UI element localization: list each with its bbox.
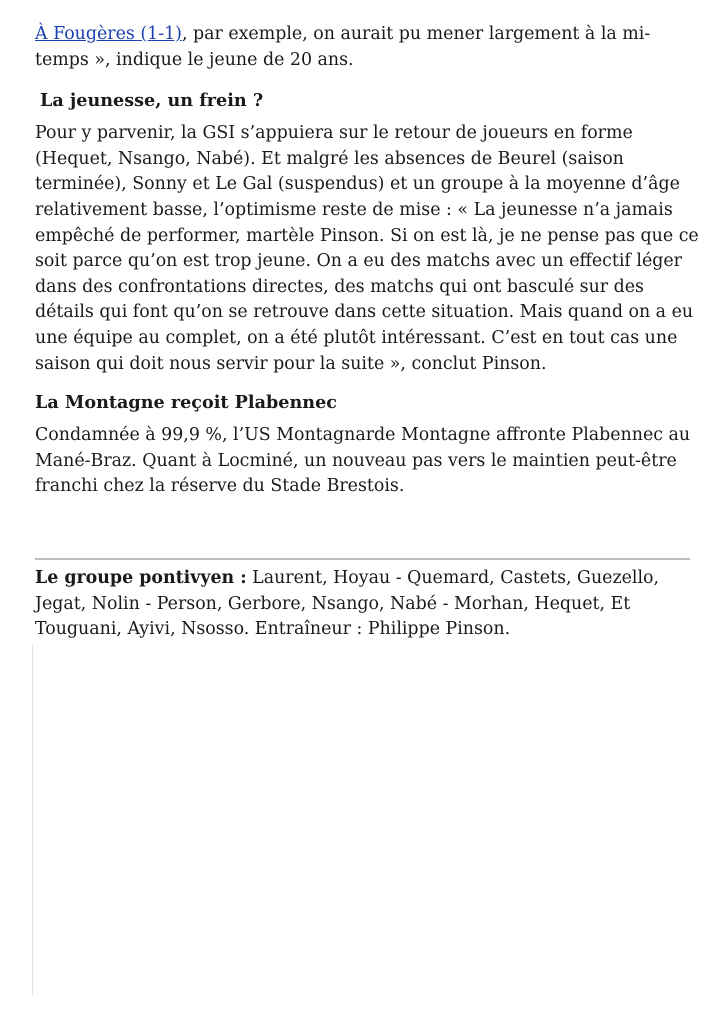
section-montagne-body: Condamnée à 99,9 %, l’US Montagnarde Montagne affronte Plabennec au Mané-Braz. Quant à Locminé, un nouveau pas vers le maintien peut-être franchi chez la réserve du Stade Brestois. (35, 425, 691, 497)
margin-rule (32, 645, 33, 995)
intro-text: , par exemple, on aurait pu mener largement à la mi-temps », indique le jeune de 20 ans. (35, 24, 651, 70)
roster-paragraph (35, 566, 700, 643)
intro-paragraph (35, 22, 700, 73)
section-jeunesse (35, 89, 700, 377)
article-body (35, 22, 700, 514)
roster-label: Le groupe pontivyen : (35, 568, 247, 588)
roster-box (35, 566, 700, 643)
section-jeunesse-heading: La jeunesse, un frein ? (40, 90, 264, 112)
roster-list: Laurent, Hoyau - Quemard, Castets, Guezello, Jegat, Nolin - Person, Gerbore, Nsango, Nabé - Morhan, Hequet, Et Touguani, Ayivi, Nsosso. Entraîneur : Philippe Pinson. (35, 568, 660, 640)
fougeres-link[interactable]: À Fougères (1-1) (35, 24, 182, 44)
section-montagne (35, 391, 700, 500)
section-montagne-heading: La Montagne reçoit Plabennec (35, 392, 337, 414)
section-divider (35, 558, 690, 560)
section-jeunesse-body: Pour y parvenir, la GSI s’appuiera sur le retour de joueurs en forme (Hequet, Nsango, Nabé). Et malgré les absences de Beurel (saison terminée), Sonny et Le Gal (suspendus) et un groupe à la moyenne d’âge relativement basse, l’optimisme reste de mise : « La jeunesse n’a jamais empêché de performer, martèle Pinson. Si on est là, je ne pense pas que ce soit parce qu’on est trop jeune. On a eu des matchs avec un effectif léger dans des confrontations directes, des matchs qui ont basculé sur des détails qui font qu’on se retrouve dans cette situation. Mais quand on a eu une équipe au complet, on a été plutôt intéressant. C’est en tout cas une saison qui doit nous servir pour la suite », conclut Pinson. (35, 123, 699, 374)
